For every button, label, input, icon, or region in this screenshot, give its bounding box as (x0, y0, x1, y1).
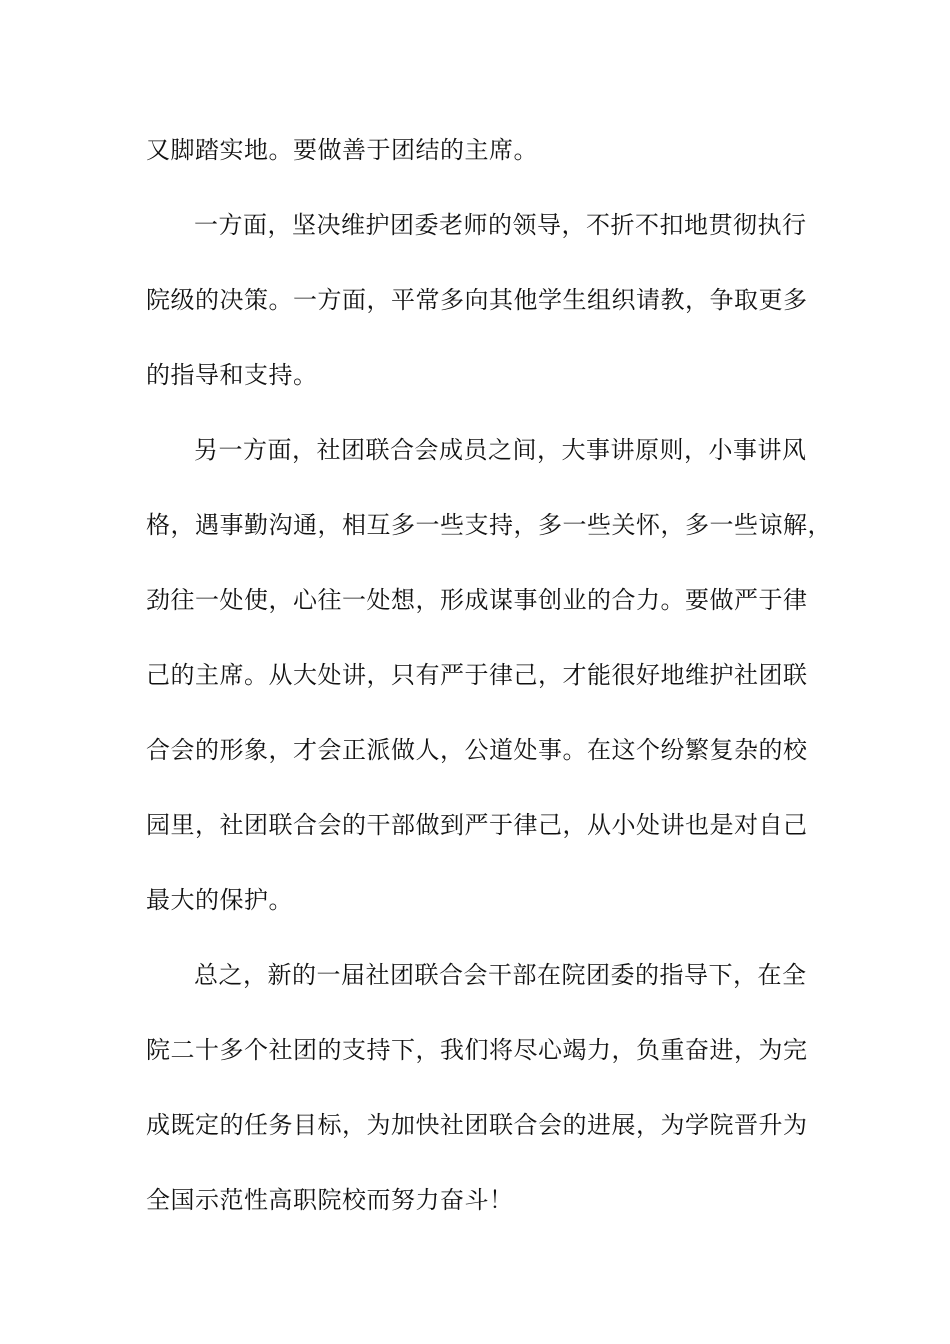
text-line-9: 合会的形象，才会正派做人，公道处事。在这个纷繁复杂的校 (146, 736, 808, 764)
text-line-1: 又脚踏实地。要做善于团结的主席。 (146, 136, 538, 164)
text-line-6: 格，遇事勤沟通，相互多一些支持，多一些关怀，多一些谅解， (146, 511, 832, 539)
text-line-4: 的指导和支持。 (146, 361, 318, 389)
text-line-5: 另一方面，社团联合会成员之间，大事讲原则，小事讲风 (194, 436, 807, 464)
text-line-13: 院二十多个社团的支持下，我们将尽心竭力，负重奋进，为完 (146, 1036, 808, 1064)
text-line-8: 己的主席。从大处讲，只有严于律己，才能很好地维护社团联 (146, 661, 808, 689)
text-line-15: 全国示范性高职院校而努力奋斗！ (146, 1186, 514, 1214)
text-line-12: 总之，新的一届社团联合会干部在院团委的指导下，在全 (194, 961, 807, 989)
text-line-11: 最大的保护。 (146, 886, 293, 914)
text-line-10: 园里，社团联合会的干部做到严于律己，从小处讲也是对自己 (146, 811, 808, 839)
text-line-7: 劲往一处使，心往一处想，形成谋事创业的合力。要做严于律 (146, 586, 808, 614)
text-line-14: 成既定的任务目标，为加快社团联合会的进展，为学院晋升为 (146, 1111, 808, 1139)
text-line-2: 一方面，坚决维护团委老师的领导，不折不扣地贯彻执行 (194, 211, 807, 239)
text-line-3: 院级的决策。一方面，平常多向其他学生组织请教，争取更多 (146, 286, 808, 314)
